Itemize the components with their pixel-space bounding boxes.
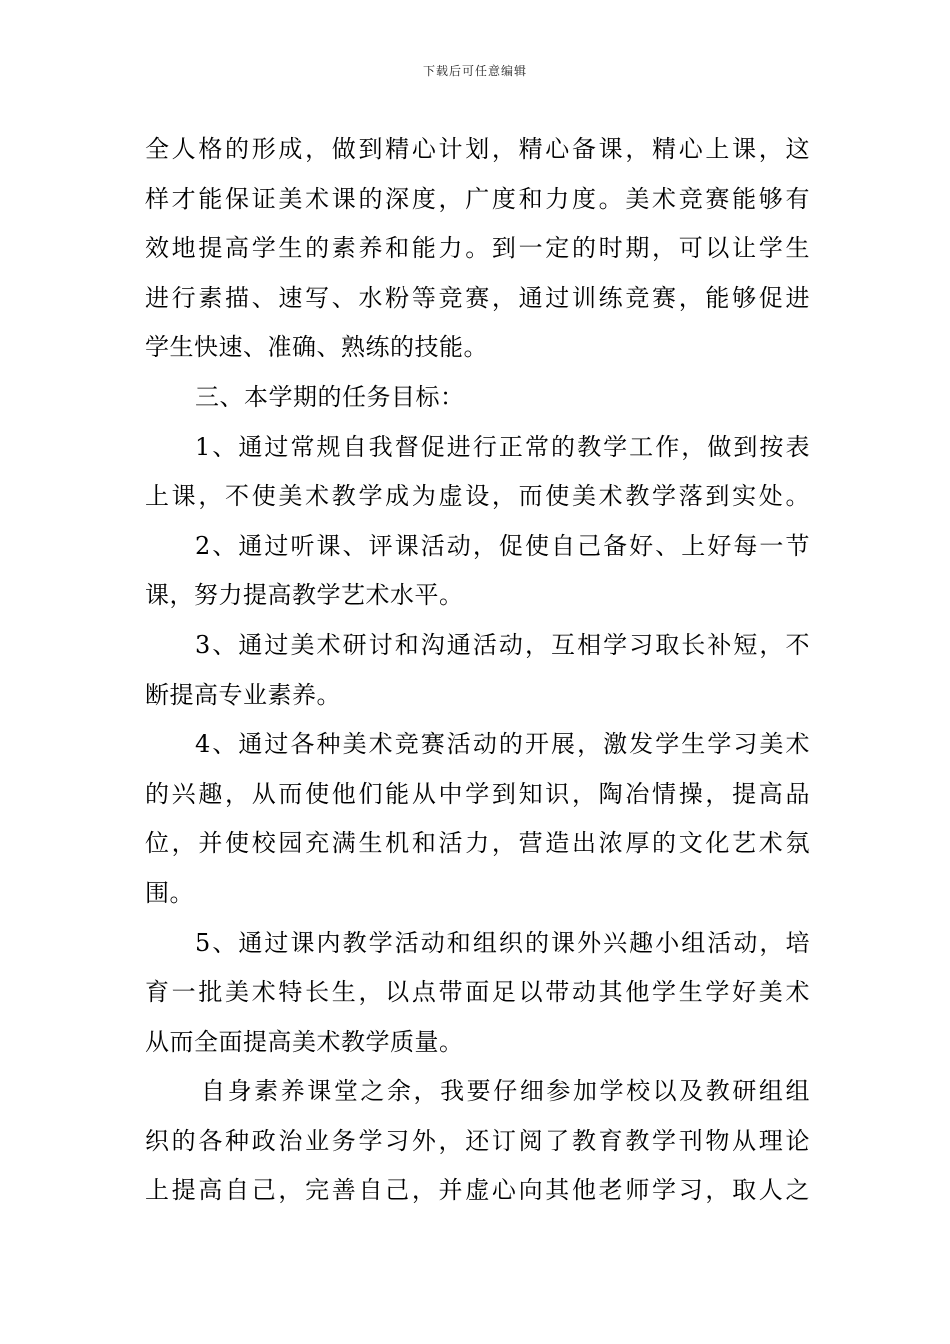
text-line: 2、通过听课、评课活动，促使自己备好、上好每一节: [195, 531, 810, 560]
text-line: 样才能保证美术课的深度，广度和力度。美术竞赛能够有: [145, 184, 810, 213]
text-line: 1、通过常规自我督促进行正常的教学工作，做到按表: [195, 432, 810, 461]
text-line: 5、通过课内教学活动和组织的课外兴趣小组活动，培: [195, 928, 810, 957]
text-line: 织的各种政治业务学习外，还订阅了教育教学刊物从理论: [145, 1126, 810, 1155]
text-line: 断提高专业素养。: [145, 680, 341, 709]
text-line: 的兴趣，从而使他们能从中学到知识，陶冶情操，提高品: [145, 779, 810, 808]
text-line: 围。: [145, 878, 194, 907]
body-text: [145, 125, 810, 1216]
text-line: 上提高自己，完善自己，并虚心向其他老师学习，取人之: [145, 1176, 810, 1205]
text-line: 进行素描、速写、水粉等竞赛，通过训练竞赛，能够促进: [145, 283, 810, 312]
text-line: 上课，不使美术教学成为虚设，而使美术教学落到实处。: [145, 482, 810, 511]
text-line: 课，努力提高教学艺术水平。: [145, 581, 464, 610]
text-line: 位，并使校园充满生机和活力，营造出浓厚的文化艺术氛: [145, 829, 810, 858]
text-line: 全人格的形成，做到精心计划，精心备课，精心上课，这: [145, 135, 810, 163]
text-line: 学生快速、准确、熟练的技能。: [145, 333, 488, 362]
text-line: 育一批美术特长生，以点带面足以带动其他学生学好美术: [145, 978, 810, 1007]
section-heading: 三、本学期的任务目标：: [195, 382, 465, 411]
text-line: 从而全面提高美术教学质量。: [145, 1027, 464, 1056]
text-line: 自身素养课堂之余，我要仔细参加学校以及教研组组: [201, 1077, 810, 1106]
text-line: 4、通过各种美术竞赛活动的开展，激发学生学习美术: [195, 730, 810, 759]
page-header: 下载后可任意编辑: [422, 64, 527, 78]
text-line: 3、通过美术研讨和沟通活动，互相学习取长补短，不: [195, 630, 810, 659]
text-line: 效地提高学生的素养和能力。到一定的时期，可以让学生: [145, 234, 810, 263]
